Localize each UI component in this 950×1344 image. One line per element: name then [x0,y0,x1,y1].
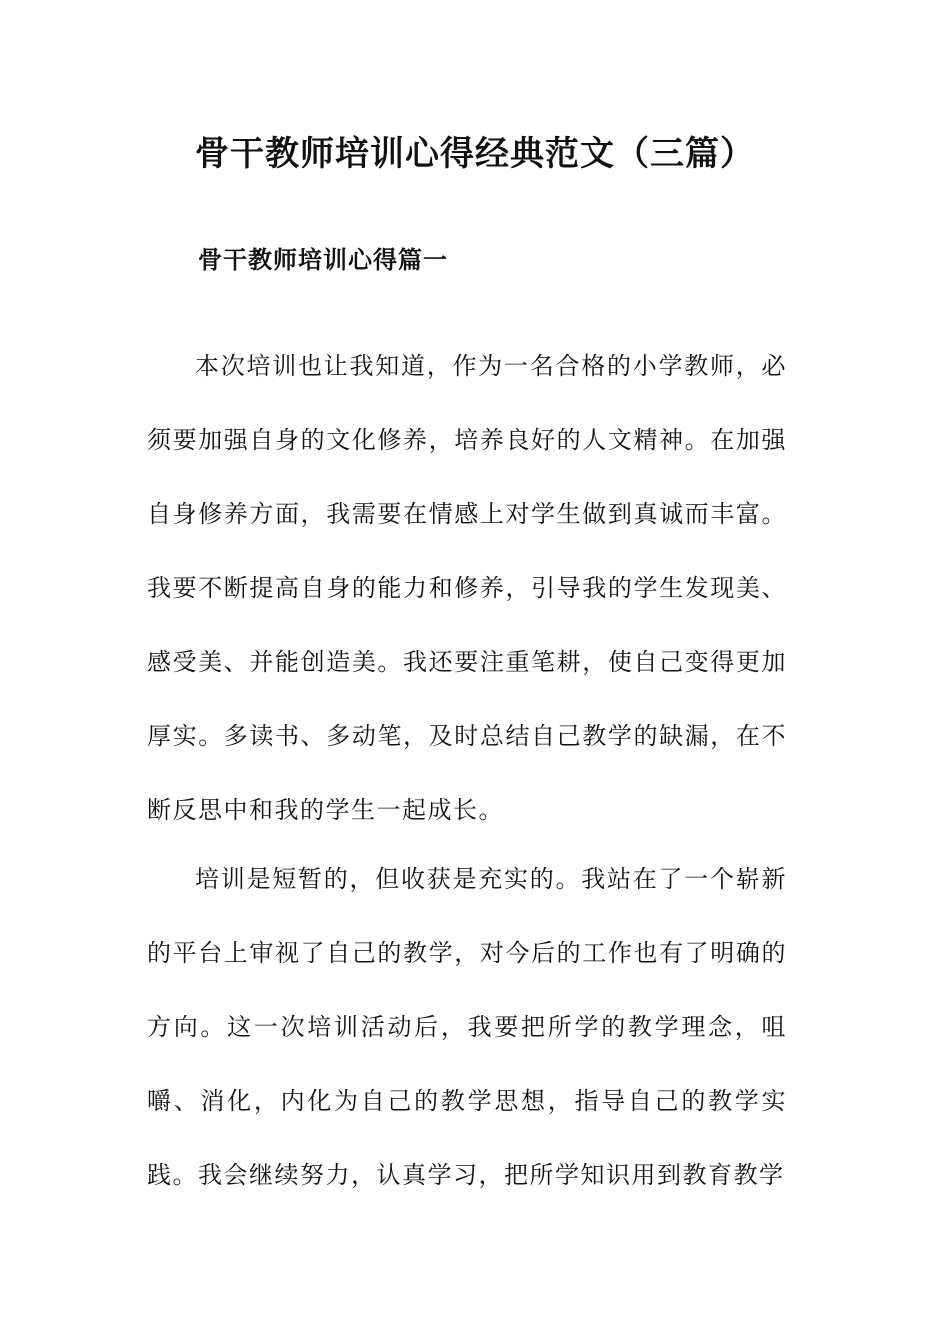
document-title: 骨干教师培训心得经典范文（三篇） [195,134,755,174]
body-paragraph-2: 培训是短暂的，但收获是充实的。我站在了一个崭新的平台上审视了自己的教学，对今后的工作也有了明确的方向。这一次培训活动后，我要把所学的教学理念，咀嚼、消化，内化为自己的教学思想，指导自己的教学实践。我会继续努力，认真学习，把所学知识用到教育教学 [147,865,787,1189]
body-paragraph-1: 本次培训也让我知道，作为一名合格的小学教师，必须要加强自身的文化修养，培养良好的人文精神。在加强自身修养方面，我需要在情感上对学生做到真诚而丰富。我要不断提高自身的能力和修养，引导我的学生发现美、感受美、并能创造美。我还要注重笔耕，使自己变得更加厚实。多读书、多动笔，及时总结自己教学的缺漏，在不断反思中和我的学生一起成长。 [147,352,787,824]
section-heading: 骨干教师培训心得篇一 [198,245,448,274]
